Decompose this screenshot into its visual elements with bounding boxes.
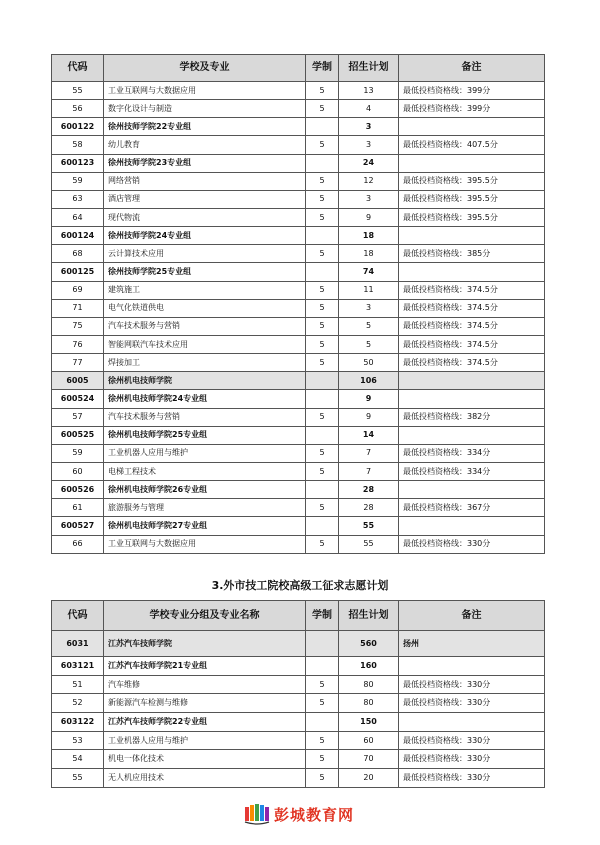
cell-code: 64 xyxy=(52,208,104,226)
table-row xyxy=(52,245,545,263)
cell-note xyxy=(399,426,545,444)
table-row xyxy=(52,190,545,208)
cell-years: 5 xyxy=(306,281,339,299)
cell-note: 最低投档资格线：367分 xyxy=(399,499,545,517)
cell-plan: 80 xyxy=(339,675,399,694)
cell-name: 现代物流 xyxy=(104,208,306,226)
cell-plan: 7 xyxy=(339,444,399,462)
cell-name: 新能源汽车检测与维修 xyxy=(104,694,306,713)
cell-code: 600125 xyxy=(52,263,104,281)
school-row xyxy=(52,631,545,657)
cell-name: 徐州技师学院25专业组 xyxy=(104,263,306,281)
header-school-major: 学校专业分组及专业名称 xyxy=(104,601,306,631)
cell-years: 5 xyxy=(306,100,339,118)
table-row xyxy=(52,462,545,480)
table-row xyxy=(52,172,545,190)
cell-years xyxy=(306,154,339,172)
group-row xyxy=(52,657,545,676)
header-years: 学制 xyxy=(306,55,339,82)
table-row xyxy=(52,82,545,100)
admission-plan-table-2 xyxy=(51,600,545,788)
cell-plan: 9 xyxy=(339,390,399,408)
group-row xyxy=(52,118,545,136)
cell-years: 5 xyxy=(306,190,339,208)
cell-code: 6031 xyxy=(52,631,104,657)
cell-years: 5 xyxy=(306,82,339,100)
cell-name: 汽车技术服务与营销 xyxy=(104,408,306,426)
header-note: 备注 xyxy=(399,601,545,631)
table-row xyxy=(52,100,545,118)
cell-years: 5 xyxy=(306,499,339,517)
table-body xyxy=(52,631,545,788)
cell-plan: 160 xyxy=(339,657,399,676)
cell-plan: 28 xyxy=(339,481,399,499)
cell-name: 云计算技术应用 xyxy=(104,245,306,263)
cell-name: 汽车维修 xyxy=(104,675,306,694)
cell-plan: 28 xyxy=(339,499,399,517)
cell-note: 最低投档资格线：334分 xyxy=(399,444,545,462)
cell-years: 5 xyxy=(306,694,339,713)
cell-note: 最低投档资格线：395.5分 xyxy=(399,190,545,208)
header-school-major: 学校及专业 xyxy=(104,55,306,82)
table-row xyxy=(52,444,545,462)
table-row xyxy=(52,694,545,713)
cell-code: 77 xyxy=(52,354,104,372)
table-body xyxy=(52,82,545,554)
cell-years: 5 xyxy=(306,335,339,353)
cell-name: 焊接加工 xyxy=(104,354,306,372)
cell-plan: 60 xyxy=(339,731,399,750)
group-row xyxy=(52,154,545,172)
cell-years xyxy=(306,227,339,245)
cell-code: 600122 xyxy=(52,118,104,136)
cell-note: 最低投档资格线：330分 xyxy=(399,535,545,553)
cell-name: 徐州机电技师学院26专业组 xyxy=(104,481,306,499)
cell-note xyxy=(399,713,545,732)
cell-note: 最低投档资格线：399分 xyxy=(399,100,545,118)
cell-name: 机电一体化技术 xyxy=(104,750,306,769)
header-note: 备注 xyxy=(399,55,545,82)
cell-years xyxy=(306,390,339,408)
cell-code: 600123 xyxy=(52,154,104,172)
cell-years: 5 xyxy=(306,136,339,154)
cell-note: 最低投档资格线：330分 xyxy=(399,750,545,769)
cell-years xyxy=(306,631,339,657)
cell-plan: 9 xyxy=(339,208,399,226)
cell-years xyxy=(306,713,339,732)
cell-plan: 3 xyxy=(339,136,399,154)
cell-plan: 50 xyxy=(339,354,399,372)
cell-code: 6005 xyxy=(52,372,104,390)
cell-note: 最低投档资格线：399分 xyxy=(399,82,545,100)
cell-code: 75 xyxy=(52,317,104,335)
table-row xyxy=(52,299,545,317)
cell-name: 智能网联汽车技术应用 xyxy=(104,335,306,353)
cell-plan: 24 xyxy=(339,154,399,172)
cell-note xyxy=(399,227,545,245)
cell-note: 扬州 xyxy=(399,631,545,657)
cell-note: 最低投档资格线：330分 xyxy=(399,675,545,694)
cell-name: 网络营销 xyxy=(104,172,306,190)
cell-code: 71 xyxy=(52,299,104,317)
cell-note: 最低投档资格线：374.5分 xyxy=(399,354,545,372)
cell-name: 徐州机电技师学院27专业组 xyxy=(104,517,306,535)
cell-name: 数字化设计与制造 xyxy=(104,100,306,118)
cell-years: 5 xyxy=(306,750,339,769)
cell-code: 61 xyxy=(52,499,104,517)
table-row xyxy=(52,136,545,154)
cell-name: 工业机器人应用与维护 xyxy=(104,444,306,462)
cell-code: 55 xyxy=(52,82,104,100)
group-row xyxy=(52,481,545,499)
cell-code: 59 xyxy=(52,172,104,190)
cell-code: 600525 xyxy=(52,426,104,444)
cell-plan: 560 xyxy=(339,631,399,657)
cell-code: 52 xyxy=(52,694,104,713)
cell-note: 最低投档资格线：382分 xyxy=(399,408,545,426)
cell-name: 旅游服务与管理 xyxy=(104,499,306,517)
cell-code: 58 xyxy=(52,136,104,154)
cell-name: 徐州机电技师学院 xyxy=(104,372,306,390)
table-row xyxy=(52,354,545,372)
cell-years xyxy=(306,263,339,281)
cell-code: 66 xyxy=(52,535,104,553)
cell-note xyxy=(399,118,545,136)
cell-plan: 13 xyxy=(339,82,399,100)
cell-note: 最低投档资格线：407.5分 xyxy=(399,136,545,154)
cell-name: 电气化铁道供电 xyxy=(104,299,306,317)
cell-years xyxy=(306,426,339,444)
cell-plan: 12 xyxy=(339,172,399,190)
cell-note: 最低投档资格线：330分 xyxy=(399,731,545,750)
cell-years: 5 xyxy=(306,354,339,372)
table-row xyxy=(52,769,545,788)
cell-code: 59 xyxy=(52,444,104,462)
cell-note xyxy=(399,263,545,281)
cell-name: 建筑施工 xyxy=(104,281,306,299)
cell-years: 5 xyxy=(306,462,339,480)
group-row xyxy=(52,390,545,408)
cell-note: 最低投档资格线：374.5分 xyxy=(399,335,545,353)
cell-code: 600524 xyxy=(52,390,104,408)
group-row xyxy=(52,426,545,444)
cell-years: 5 xyxy=(306,444,339,462)
cell-plan: 9 xyxy=(339,408,399,426)
group-row xyxy=(52,517,545,535)
table-row xyxy=(52,731,545,750)
cell-name: 幼儿教育 xyxy=(104,136,306,154)
cell-plan: 4 xyxy=(339,100,399,118)
cell-years: 5 xyxy=(306,769,339,788)
cell-note: 最低投档资格线：330分 xyxy=(399,694,545,713)
header-code: 代码 xyxy=(52,55,104,82)
cell-note: 最低投档资格线：374.5分 xyxy=(399,299,545,317)
cell-name: 徐州机电技师学院24专业组 xyxy=(104,390,306,408)
cell-years xyxy=(306,372,339,390)
cell-code: 63 xyxy=(52,190,104,208)
cell-plan: 5 xyxy=(339,335,399,353)
cell-code: 55 xyxy=(52,769,104,788)
cell-code: 53 xyxy=(52,731,104,750)
group-row xyxy=(52,227,545,245)
cell-code: 603122 xyxy=(52,713,104,732)
logo-text: 彭城教育网 xyxy=(274,805,355,824)
cell-name: 工业机器人应用与维护 xyxy=(104,731,306,750)
cell-years: 5 xyxy=(306,208,339,226)
admission-plan-table-1 xyxy=(51,54,545,554)
table-row xyxy=(52,281,545,299)
cell-plan: 11 xyxy=(339,281,399,299)
cell-years: 5 xyxy=(306,408,339,426)
cell-plan: 106 xyxy=(339,372,399,390)
cell-plan: 3 xyxy=(339,190,399,208)
cell-code: 69 xyxy=(52,281,104,299)
cell-name: 工业互联网与大数据应用 xyxy=(104,82,306,100)
cell-years xyxy=(306,657,339,676)
site-logo[interactable] xyxy=(244,803,354,825)
cell-years xyxy=(306,118,339,136)
cell-note xyxy=(399,657,545,676)
cell-years: 5 xyxy=(306,731,339,750)
cell-name: 江苏汽车技师学院21专业组 xyxy=(104,657,306,676)
cell-plan: 55 xyxy=(339,535,399,553)
table-header-row xyxy=(52,601,545,631)
cell-name: 江苏汽车技师学院22专业组 xyxy=(104,713,306,732)
cell-plan: 7 xyxy=(339,462,399,480)
cell-note xyxy=(399,372,545,390)
cell-years: 5 xyxy=(306,245,339,263)
cell-code: 603121 xyxy=(52,657,104,676)
cell-note: 最低投档资格线：330分 xyxy=(399,769,545,788)
cell-years: 5 xyxy=(306,299,339,317)
cell-plan: 70 xyxy=(339,750,399,769)
header-plan: 招生计划 xyxy=(339,55,399,82)
cell-note xyxy=(399,517,545,535)
table-row xyxy=(52,675,545,694)
cell-code: 54 xyxy=(52,750,104,769)
group-row xyxy=(52,713,545,732)
cell-code: 51 xyxy=(52,675,104,694)
cell-years: 5 xyxy=(306,535,339,553)
cell-plan: 3 xyxy=(339,118,399,136)
cell-years xyxy=(306,481,339,499)
cell-note: 最低投档资格线：374.5分 xyxy=(399,281,545,299)
cell-years xyxy=(306,517,339,535)
table-row xyxy=(52,499,545,517)
cell-plan: 150 xyxy=(339,713,399,732)
cell-name: 酒店管理 xyxy=(104,190,306,208)
cell-note: 最低投档资格线：334分 xyxy=(399,462,545,480)
cell-name: 徐州技师学院23专业组 xyxy=(104,154,306,172)
group-row xyxy=(52,263,545,281)
cell-code: 600124 xyxy=(52,227,104,245)
cell-note: 最低投档资格线：395.5分 xyxy=(399,208,545,226)
table-row xyxy=(52,317,545,335)
section-title: 3.外市技工院校高级工征求志愿计划 xyxy=(211,579,389,592)
cell-name: 电梯工程技术 xyxy=(104,462,306,480)
school-row xyxy=(52,372,545,390)
header-plan: 招生计划 xyxy=(339,601,399,631)
table-row xyxy=(52,535,545,553)
cell-plan: 18 xyxy=(339,245,399,263)
cell-plan: 18 xyxy=(339,227,399,245)
table-row xyxy=(52,750,545,769)
cell-note: 最低投档资格线：374.5分 xyxy=(399,317,545,335)
cell-name: 徐州技师学院22专业组 xyxy=(104,118,306,136)
cell-name: 江苏汽车技师学院 xyxy=(104,631,306,657)
open-book-icon xyxy=(244,803,270,825)
cell-code: 57 xyxy=(52,408,104,426)
cell-note xyxy=(399,390,545,408)
cell-note: 最低投档资格线：395.5分 xyxy=(399,172,545,190)
cell-code: 76 xyxy=(52,335,104,353)
cell-plan: 3 xyxy=(339,299,399,317)
cell-name: 工业互联网与大数据应用 xyxy=(104,535,306,553)
cell-plan: 74 xyxy=(339,263,399,281)
cell-note xyxy=(399,481,545,499)
table-row xyxy=(52,335,545,353)
cell-plan: 14 xyxy=(339,426,399,444)
cell-code: 600526 xyxy=(52,481,104,499)
cell-note xyxy=(399,154,545,172)
table-row xyxy=(52,408,545,426)
cell-years: 5 xyxy=(306,675,339,694)
table-row xyxy=(52,208,545,226)
cell-years: 5 xyxy=(306,172,339,190)
header-years: 学制 xyxy=(306,601,339,631)
cell-name: 徐州技师学院24专业组 xyxy=(104,227,306,245)
table-header-row xyxy=(52,55,545,82)
cell-code: 68 xyxy=(52,245,104,263)
cell-code: 60 xyxy=(52,462,104,480)
cell-name: 汽车技术服务与营销 xyxy=(104,317,306,335)
cell-code: 600527 xyxy=(52,517,104,535)
cell-plan: 20 xyxy=(339,769,399,788)
cell-plan: 55 xyxy=(339,517,399,535)
cell-years: 5 xyxy=(306,317,339,335)
cell-note: 最低投档资格线：385分 xyxy=(399,245,545,263)
header-code: 代码 xyxy=(52,601,104,631)
cell-code: 56 xyxy=(52,100,104,118)
cell-name: 无人机应用技术 xyxy=(104,769,306,788)
cell-name: 徐州机电技师学院25专业组 xyxy=(104,426,306,444)
cell-plan: 80 xyxy=(339,694,399,713)
cell-plan: 5 xyxy=(339,317,399,335)
